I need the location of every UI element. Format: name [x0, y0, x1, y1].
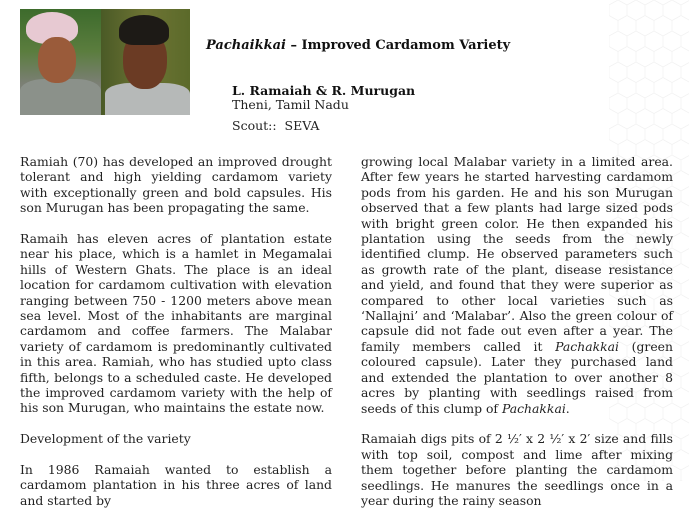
paragraph: Ramiah (70) has developed an improved drought tolerant and high yielding cardamom variety with exceptionally green and bold capsules. His son Murugan has been propagating the same. [20, 154, 332, 216]
paragraph: Ramaiah digs pits of 2 ½′ x 2 ½′ x 2′ size and fills with top soil, compost and lime after mixing them together before planting the cardamom seedlings. He manures the seedlings once in a year during the rainy season [361, 431, 673, 508]
italic-term: Pachakkai [555, 338, 619, 354]
section-heading: Development of the variety [20, 431, 191, 447]
paragraph [361, 154, 673, 416]
text: (green coloured capsule). Later they purchased land and extended the plantation to over another 8 acres by planting with seedlings raised from seeds of this clump of [361, 338, 673, 416]
portrait-photos [20, 9, 190, 115]
text: . [565, 400, 570, 416]
title-rest: – Improved Cardamom Variety [285, 38, 511, 53]
photo-ramaiah [20, 9, 101, 115]
right-column [361, 154, 673, 524]
location: Theni, Tamil Nadu [232, 97, 349, 112]
left-column [20, 154, 332, 524]
italic-term: Pachakkai [501, 400, 566, 416]
scout: Scout:: SEVA [232, 118, 320, 133]
paragraph: In 1986 Ramaiah wanted to establish a cardamom plantation in his three acres of land and started by [20, 462, 332, 508]
authors: L. Ramaiah & R. Murugan [232, 83, 416, 98]
paragraph: Ramaih has eleven acres of plantation estate near his place, which is a hamlet in Megamalai hills of Western Ghats. The place is an ideal location for cardamom cultivation with elevation ranging between 750 - 1200 meters above mean sea level. Most of the inhabitants are marginal cardamom and coffee farmers. The Malabar variety of cardamom is predominantly cultivated in this area. Ramiah, who has studied upto class fifth, belongs to a scheduled caste. He developed the improved cardamom variety with the help of his son Murugan, who maintains the estate now. [20, 231, 332, 416]
photo-murugan [101, 9, 190, 115]
text: growing local Malabar variety in a limited area. After few years he started harvesting cardamom pods from his garden. He and his son Murugan observed that a few plants had large sized pods with bright green color. He then expanded his plantation using the seeds from the newly identified clump. He observed parameters such as growth rate of the plant, disease resistance and yield, and found that they were superior as compared to other local varieties such as ‘Nallajni’ and ‘Malabar’. Also the green colour of capsule did not fade out even after a year. The family members called it [361, 154, 673, 354]
title-italic: Pachaikkai [206, 38, 286, 53]
page-title [206, 38, 510, 53]
